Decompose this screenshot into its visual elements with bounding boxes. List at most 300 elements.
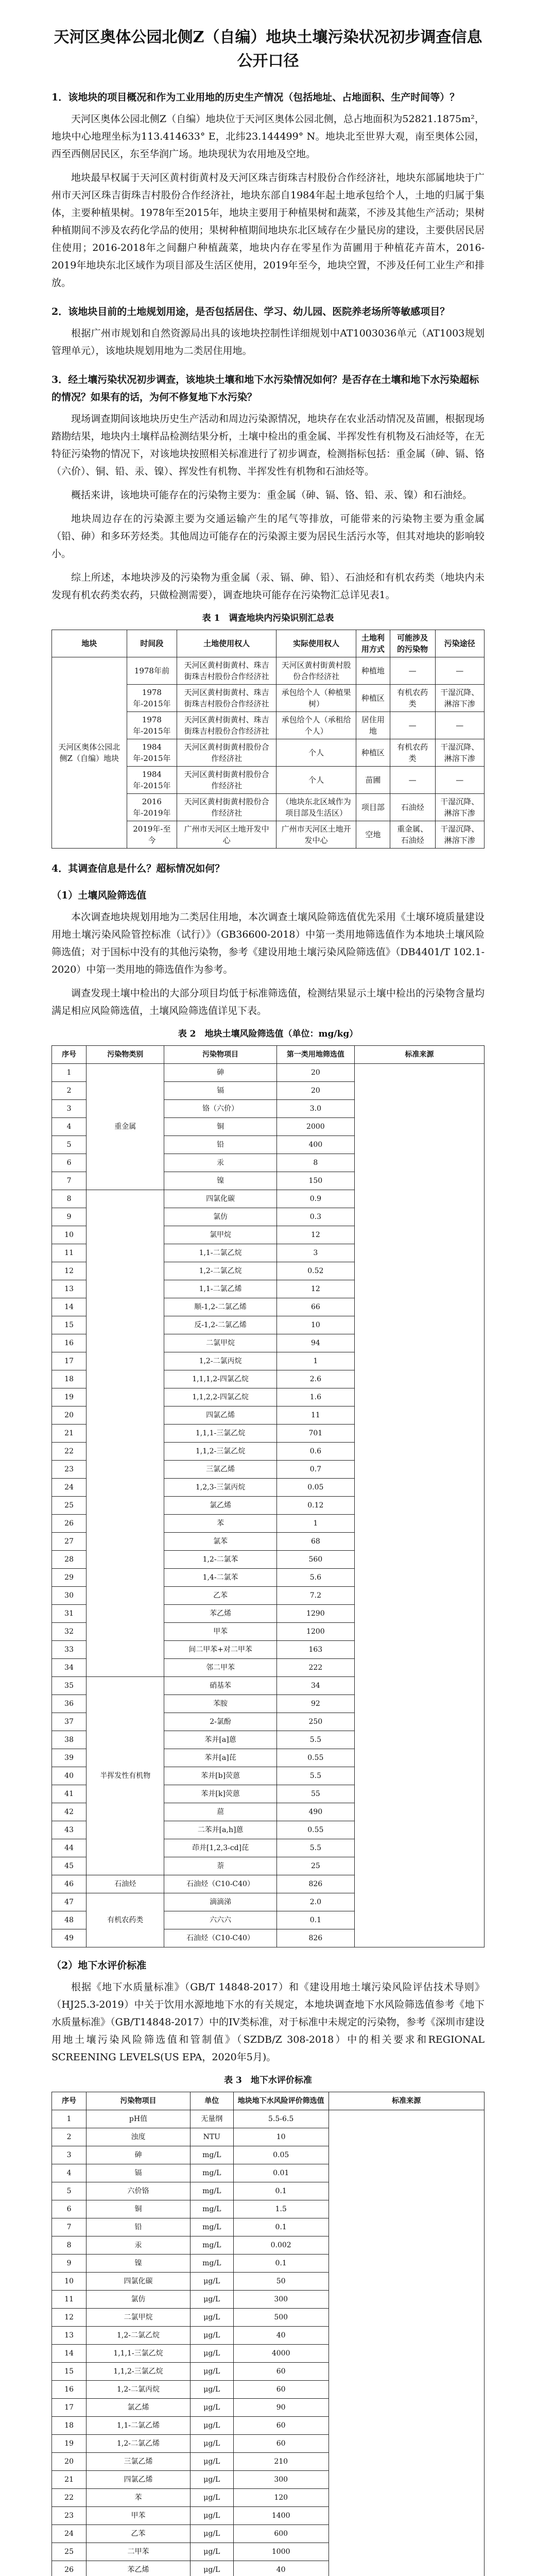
table-cell: 250 <box>276 1713 354 1731</box>
table-cell: 47 <box>52 1893 87 1911</box>
table-cell: 42 <box>52 1803 87 1821</box>
table-cell: 1,1,2-三氯乙烷 <box>87 2363 191 2381</box>
table-cell: 25 <box>52 2543 87 2561</box>
table-cell: 镍 <box>164 1172 276 1190</box>
table-header-row <box>52 630 485 657</box>
table-2 <box>51 1045 485 1947</box>
table-cell: 干湿沉降、淋溶下渗 <box>435 794 484 821</box>
table-row <box>52 2110 485 2128</box>
table-header-cell: 序号 <box>52 2092 87 2110</box>
table-cell: 8 <box>276 1154 354 1172</box>
table-cell: 18 <box>52 1370 87 1388</box>
table-cell: mg/L <box>190 2218 233 2236</box>
table-cell: 顺-1,2-二氯乙烯 <box>164 1298 276 1316</box>
table-header-cell: 实际使用权人 <box>276 630 356 657</box>
table-cell: 12 <box>52 1262 87 1280</box>
table-cell: 广州市天河区土地开发中心 <box>177 821 276 849</box>
table-1-caption: 表 1 调查地块内污染识别汇总表 <box>202 613 334 623</box>
paragraph: 现场调查期间该地块历史生产活动和周边污染源情况，地块存在农业活动情况及苗圃，根据现场踏勘结果，地块内土壤样品检测结果分析，土壤中检出的重金属、半挥发性有机物及石油烃等，在无特征污染物的情况下，对该地块按照相关标准进行了初步调查，检测指标包括：重金属（砷、镉、铬（六价）、铜、铅、汞、镍）、挥发性有机物、半挥发性有机物和石油烃等。 <box>51 413 485 477</box>
table-cell: 19 <box>52 1388 87 1406</box>
table-cell: 1,2-二氯苯 <box>164 1551 276 1569</box>
table-cell: 29 <box>52 1569 87 1587</box>
table-cell: 1,2-二氯乙烷 <box>87 2327 191 2345</box>
table-cell: 400 <box>276 1136 354 1154</box>
table-cell: 120 <box>233 2489 328 2507</box>
table-cell: 826 <box>276 1929 354 1947</box>
table-cell: 镉 <box>164 1082 276 1100</box>
table-cell: μg/L <box>190 2543 233 2561</box>
table-cell: 0.9 <box>276 1190 354 1208</box>
table-cell: 1,2-二氯丙烷 <box>87 2381 191 2399</box>
table-cell: 浊度 <box>87 2128 191 2146</box>
paragraph: 地块周边存在的污染源主要为交通运输产生的尾气等排放，可能带来的污染物主要为重金属（铅、砷）和多环芳烃类。其他周边可能存在的污染源主要为居民生活污水等，但其对地块的影响较小。 <box>51 513 485 560</box>
table-cell: — <box>390 712 435 739</box>
table-cell: 163 <box>276 1641 354 1659</box>
table-cell: 17 <box>52 1352 87 1370</box>
table-cell: 24 <box>52 2525 87 2543</box>
table-header-cell: 污染物项目 <box>87 2092 191 2110</box>
table-cell: 1978年-2015年 <box>127 712 177 739</box>
table-cell: μg/L <box>190 2453 233 2471</box>
table-cell: 1,1-二氯乙烯 <box>87 2417 191 2435</box>
table-cell: 3 <box>52 1100 87 1118</box>
table-cell: 40 <box>233 2561 328 2576</box>
table-cell: 43 <box>52 1821 87 1839</box>
table-cell: 汞 <box>87 2236 191 2255</box>
table-cell: 5.5 <box>276 1839 354 1857</box>
paragraph: 综上所述，本地块涉及的污染物为重金属（汞、镉、砷、铅）、石油烃和有机农药类（地块内未发现有机农药类农药，只做检测需要），调查地块可能存在污染物汇总详见表1。 <box>51 572 485 601</box>
table-cell: 1,1,2-三氯乙烷 <box>164 1443 276 1461</box>
table-3 <box>51 2092 485 2576</box>
table-cell: 14 <box>52 1298 87 1316</box>
paragraph: 调查发现土壤中检出的大部分项目均低于标准筛选值，检测结果显示土壤中检出的污染物含量均满足相应风险筛选值，土壤风险筛选值详见下表。 <box>51 988 485 1016</box>
table-cell: 1,4-二氯苯 <box>164 1569 276 1587</box>
table-cell: 2016年-2019年 <box>127 794 177 821</box>
table-cell: 茚并[1,2,3-cd]芘 <box>164 1839 276 1857</box>
table-cell: 间二甲苯+对二甲苯 <box>164 1641 276 1659</box>
table-cell: 承包给个人（承租给个人） <box>276 712 356 739</box>
table-cell: 94 <box>276 1334 354 1352</box>
question-1: 1．该地块的项目概况和作为工业用地的历史生产情况（包括地址、占地面积、生产时间等）？ <box>51 92 460 103</box>
table-cell: 5 <box>52 1136 87 1154</box>
table-cell: 1,1-二氯乙烯 <box>164 1280 276 1298</box>
table-cell: 0.52 <box>276 1262 354 1280</box>
table-cell: 23 <box>52 2507 87 2525</box>
table-cell: 项目部 <box>356 794 390 821</box>
table-cell: 天河区黄村街黄村、珠吉街珠吉村股份合作经济社 <box>177 712 276 739</box>
table-cell: 干湿沉降、淋溶下渗 <box>435 821 484 849</box>
table-cell: μg/L <box>190 2525 233 2543</box>
table-cell: 49 <box>52 1929 87 1947</box>
subheading: （2）地下水评价标准 <box>51 1960 147 1971</box>
table-cell: 5.6 <box>276 1569 354 1587</box>
table-cell: 66 <box>276 1298 354 1316</box>
table-cell: 21 <box>52 2471 87 2489</box>
table-cell: 40 <box>233 2327 328 2345</box>
question-2: 2．该地块目前的土地规划用途，是否包括居住、学习、幼儿园、医院养老场所等敏感项目？ <box>51 306 450 317</box>
table-cell: 12 <box>276 1280 354 1298</box>
table-cell: 䓛 <box>164 1803 276 1821</box>
table-cell: 20 <box>276 1064 354 1082</box>
table-cell: 26 <box>52 2561 87 2576</box>
table-cell: μg/L <box>190 2561 233 2576</box>
table-cell: 天河区黄村街黄村、珠吉街珠吉村股份合作经济社 <box>177 685 276 712</box>
table-header-cell: 可能涉及的污染物 <box>390 630 435 657</box>
table-cell: 60 <box>233 2363 328 2381</box>
table-cell: 2019年-至今 <box>127 821 177 849</box>
table-cell: 石油烃（C10-C40） <box>164 1929 276 1947</box>
table-cell: μg/L <box>190 2399 233 2417</box>
table-cell: 1 <box>276 1515 354 1533</box>
table-cell: 0.1 <box>233 2182 328 2200</box>
table-cell: 38 <box>52 1731 87 1749</box>
table-cell: 铬（六价） <box>164 1100 276 1118</box>
table-cell: 8 <box>52 1190 87 1208</box>
table-cell: 苯乙烯 <box>164 1605 276 1623</box>
table-cell: 个人 <box>276 739 356 767</box>
table-cell: 石油烃 <box>87 1875 164 1893</box>
table-cell: 苯并[a]芘 <box>164 1749 276 1767</box>
table-cell: — <box>435 657 484 685</box>
document-title: 天河区奥体公园北侧Z（自编）地块土壤污染状况初步调查信息公开口径 <box>54 28 482 70</box>
table-cell: 150 <box>276 1172 354 1190</box>
table-cell: 68 <box>276 1533 354 1551</box>
table-cell: 四氯化碳 <box>164 1190 276 1208</box>
table-cell: 60 <box>233 2435 328 2453</box>
table-cell: 34 <box>276 1677 354 1695</box>
table-cell: 0.55 <box>276 1821 354 1839</box>
table-cell: mg/L <box>190 2164 233 2182</box>
table-cell: 2000 <box>276 1118 354 1136</box>
table-cell: 1,2-二氯丙烷 <box>164 1352 276 1370</box>
table-cell: 氯仿 <box>164 1208 276 1226</box>
table-cell: 4000 <box>233 2345 328 2363</box>
table-cell: 1,2-二氯乙烷 <box>164 1262 276 1280</box>
table-cell: 铜 <box>164 1118 276 1136</box>
table-cell: NTU <box>190 2128 233 2146</box>
table-cell: 1400 <box>233 2507 328 2525</box>
table-cell: 1984年-2015年 <box>127 767 177 794</box>
table-cell: 2.6 <box>276 1370 354 1388</box>
table-cell: 0.05 <box>233 2146 328 2164</box>
table-cell: 40 <box>52 1767 87 1785</box>
table-cell: 55 <box>276 1785 354 1803</box>
table-cell: 31 <box>52 1605 87 1623</box>
table-cell: 1,1,2,2-四氯乙烷 <box>164 1388 276 1406</box>
table-cell: 反-1,2-二氯乙烯 <box>164 1316 276 1334</box>
table-cell: 苯胺 <box>164 1695 276 1713</box>
table-cell: 空地 <box>356 821 390 849</box>
table-cell: 居住用地 <box>356 712 390 739</box>
table-cell: mg/L <box>190 2146 233 2164</box>
table-cell: 50 <box>233 2273 328 2291</box>
table-cell: 0.55 <box>276 1749 354 1767</box>
table-cell: 砷 <box>164 1064 276 1082</box>
table-cell: 天河区黄村街黄村股份合作经济社 <box>276 657 356 685</box>
table-cell: 20 <box>52 2453 87 2471</box>
table-cell: 2 <box>52 2128 87 2146</box>
table-cell: 四氯化碳 <box>87 2273 191 2291</box>
table-cell: 39 <box>52 1749 87 1767</box>
table-cell: 镍 <box>87 2255 191 2273</box>
table-cell: 25 <box>52 1497 87 1515</box>
table-cell: μg/L <box>190 2489 233 2507</box>
table-cell: 1,1,1-三氯乙烷 <box>164 1425 276 1443</box>
table-cell: 1200 <box>276 1623 354 1641</box>
table-header-cell: 污染物类别 <box>87 1046 164 1064</box>
table-cell: 乙苯 <box>87 2525 191 2543</box>
table-cell: 2-氯酚 <box>164 1713 276 1731</box>
table-cell: μg/L <box>190 2363 233 2381</box>
table-cell: 5.5-6.5 <box>233 2110 328 2128</box>
table-cell: 25 <box>276 1857 354 1875</box>
table-cell: 560 <box>276 1551 354 1569</box>
table-cell: 16 <box>52 2381 87 2399</box>
table-header-cell: 标准来源 <box>328 2092 484 2110</box>
table-cell: 60 <box>233 2381 328 2399</box>
table-cell: 3 <box>52 2146 87 2164</box>
table-cell: 41 <box>52 1785 87 1803</box>
table-header-cell: 土地利用方式 <box>356 630 390 657</box>
table-cell: 2 <box>52 1082 87 1100</box>
table-cell: 30 <box>52 1587 87 1605</box>
table-cell: 重金属 <box>87 1064 164 1190</box>
table-cell: 1984年-2015年 <box>127 739 177 767</box>
table-cell: — <box>435 712 484 739</box>
table-cell: 2.0 <box>276 1893 354 1911</box>
table-cell: 9 <box>52 1208 87 1226</box>
table-cell: 氯乙烯 <box>87 2399 191 2417</box>
table-cell: 600 <box>233 2525 328 2543</box>
table-row <box>52 657 485 685</box>
table-cell: 16 <box>52 1334 87 1352</box>
table-cell: 17 <box>52 2399 87 2417</box>
table-header-cell: 序号 <box>52 1046 87 1064</box>
table-cell: 26 <box>52 1515 87 1533</box>
table-cell: 0.7 <box>276 1461 354 1479</box>
table-cell: 重金属、石油烃 <box>390 821 435 849</box>
table-cell: 8 <box>52 2236 87 2255</box>
table-cell: 邻二甲苯 <box>164 1659 276 1677</box>
table-cell: 二甲苯 <box>87 2543 191 2561</box>
table-cell: 4 <box>52 1118 87 1136</box>
table-cell: 5.5 <box>276 1767 354 1785</box>
table-cell: 36 <box>52 1695 87 1713</box>
table-2-caption: 表 2 地块土壤风险筛选值（单位：mg/kg） <box>178 1029 358 1039</box>
table-cell: 0.6 <box>276 1443 354 1461</box>
table-cell: 9 <box>52 2255 87 2273</box>
table-header-cell: 土地使用权人 <box>177 630 276 657</box>
table-cell: 222 <box>276 1659 354 1677</box>
table-cell: μg/L <box>190 2345 233 2363</box>
table-cell <box>87 1190 164 1677</box>
table-cell: 1978年-2015年 <box>127 685 177 712</box>
table-cell: — <box>390 657 435 685</box>
table-cell: 氯仿 <box>87 2291 191 2309</box>
table-cell: 苯并[b]荧蒽 <box>164 1767 276 1785</box>
table-cell: μg/L <box>190 2381 233 2399</box>
paragraph: 概括来讲，该地块可能存在的污染物主要为：重金属（砷、镉、铬、铅、汞、镍）和石油烃。 <box>71 489 473 501</box>
table-cell: 22 <box>52 1443 87 1461</box>
table-cell: 1290 <box>276 1605 354 1623</box>
table-cell: 500 <box>233 2309 328 2327</box>
table-cell: 15 <box>52 2363 87 2381</box>
table-cell: 汞 <box>164 1154 276 1172</box>
table-cell: 苯 <box>87 2489 191 2507</box>
table-cell: 300 <box>233 2471 328 2489</box>
table-cell: 0.01 <box>233 2164 328 2182</box>
table-cell: 六价铬 <box>87 2182 191 2200</box>
table-header-cell: 污染途径 <box>435 630 484 657</box>
table-cell: 11 <box>52 2291 87 2309</box>
table-cell: 13 <box>52 1280 87 1298</box>
table-header-row <box>52 2092 485 2110</box>
table-cell: 210 <box>233 2453 328 2471</box>
table-header-cell: 地块地下水风险评价筛选值 <box>233 2092 328 2110</box>
table-cell: 5.5 <box>276 1731 354 1749</box>
table-cell: 24 <box>52 1479 87 1497</box>
table-cell: 砷 <box>87 2146 191 2164</box>
table-cell: （地块东北区域作为项目部及生活区） <box>276 794 356 821</box>
table-header-cell: 标准来源 <box>354 1046 484 1064</box>
table-cell: 种植区 <box>356 685 390 712</box>
table-header-row <box>52 1046 485 1064</box>
table-cell: 硝基苯 <box>164 1677 276 1695</box>
table-cell: 有机农药类 <box>87 1893 164 1947</box>
table-cell: μg/L <box>190 2417 233 2435</box>
table-cell: μg/L <box>190 2327 233 2345</box>
table-cell: 无量纲 <box>190 2110 233 2128</box>
table-cell: 1 <box>276 1352 354 1370</box>
table-cell: 萘 <box>164 1857 276 1875</box>
table-cell: 18 <box>52 2417 87 2435</box>
table-cell: 1 <box>52 2110 87 2128</box>
table-cell: 石油烃 <box>390 794 435 821</box>
table-cell: 92 <box>276 1695 354 1713</box>
table-cell: 10 <box>233 2128 328 2146</box>
table-cell: 1,1-二氯乙烷 <box>164 1244 276 1262</box>
table-header-cell: 第一类用地筛选值 <box>276 1046 354 1064</box>
table-cell: μg/L <box>190 2507 233 2525</box>
table-cell: 20 <box>276 1082 354 1100</box>
table-cell: 28 <box>52 1551 87 1569</box>
table-cell: μg/L <box>190 2435 233 2453</box>
table-cell: 有机农药类 <box>390 685 435 712</box>
table-cell: 300 <box>233 2291 328 2309</box>
table-cell: 21 <box>52 1425 87 1443</box>
table-cell: 7.2 <box>276 1587 354 1605</box>
table-cell: 44 <box>52 1839 87 1857</box>
table-cell: 48 <box>52 1911 87 1929</box>
table-cell: 90 <box>233 2399 328 2417</box>
table-cell: 二苯并[a,h]蒽 <box>164 1821 276 1839</box>
table-cell: 苯并[a]蒽 <box>164 1731 276 1749</box>
table-cell: 6 <box>52 2200 87 2218</box>
table-cell: 三氯乙烯 <box>87 2453 191 2471</box>
paragraph: 根据广州市规划和自然资源局出具的该地块控制性详细规划中AT1003036单元（AT1003规划管理单元），该地块规划用地为二类居住用地。 <box>51 328 485 357</box>
table-cell: 个人 <box>276 767 356 794</box>
table-cell: 7 <box>52 1172 87 1190</box>
table-cell: 乙苯 <box>164 1587 276 1605</box>
table-cell: 4 <box>52 2164 87 2182</box>
table-cell: 天河区黄村街黄村股份合作经济社 <box>177 739 276 767</box>
table-cell: 1 <box>52 1064 87 1082</box>
table-cell: 45 <box>52 1857 87 1875</box>
table-cell: 镉 <box>87 2164 191 2182</box>
table-cell: 23 <box>52 1461 87 1479</box>
table-cell: mg/L <box>190 2236 233 2255</box>
table-cell: 0.1 <box>276 1911 354 1929</box>
table-cell: 种植地 <box>356 657 390 685</box>
table-cell: 氯甲烷 <box>164 1226 276 1244</box>
table-cell: 1.6 <box>276 1388 354 1406</box>
table-cell: 苯 <box>164 1515 276 1533</box>
question-4: 4．其调查信息是什么？超标情况如何？ <box>51 863 225 874</box>
table-cell: 6 <box>52 1154 87 1172</box>
table-header-cell: 单位 <box>190 2092 233 2110</box>
table-header-cell: 污染物项目 <box>164 1046 276 1064</box>
table-cell: 490 <box>276 1803 354 1821</box>
table-cell: 1000 <box>233 2543 328 2561</box>
table-cell: 1,2,3-三氯丙烷 <box>164 1479 276 1497</box>
table-cell: 种植区 <box>356 739 390 767</box>
table-cell: mg/L <box>190 2182 233 2200</box>
table-cell: 3 <box>276 1244 354 1262</box>
table-cell: 10 <box>276 1316 354 1334</box>
table-cell: 701 <box>276 1425 354 1443</box>
table-cell: 826 <box>276 1875 354 1893</box>
table-cell: 27 <box>52 1533 87 1551</box>
table-cell: 铅 <box>87 2218 191 2236</box>
table-cell: μg/L <box>190 2471 233 2489</box>
table-cell: 33 <box>52 1641 87 1659</box>
table-cell: 12 <box>52 2309 87 2327</box>
table-cell: mg/L <box>190 2200 233 2218</box>
table-cell: 天河区奥体公园北侧Z（自编）地块 <box>52 657 127 849</box>
table-cell: 有机农药类 <box>390 739 435 767</box>
table-cell: 滴滴涕 <box>164 1893 276 1911</box>
table-cell: 苯乙烯 <box>87 2561 191 2576</box>
table-cell: mg/L <box>190 2255 233 2273</box>
table-cell: 四氯乙烯 <box>164 1406 276 1425</box>
table-cell: 铜 <box>87 2200 191 2218</box>
table-cell: 1,1,1,2-四氯乙烷 <box>164 1370 276 1388</box>
table-cell: 5 <box>52 2182 87 2200</box>
table-1 <box>51 630 485 849</box>
table-cell: 石油烃（C10-C40） <box>164 1875 276 1893</box>
table-cell: 1978年前 <box>127 657 177 685</box>
table-cell: 苗圃 <box>356 767 390 794</box>
table-cell: 氯苯 <box>164 1533 276 1551</box>
table-cell: 15 <box>52 1316 87 1334</box>
table-cell: μg/L <box>190 2291 233 2309</box>
table-cell: 天河区黄村街黄村、珠吉街珠吉村股份合作经济社 <box>177 657 276 685</box>
table-cell: 22 <box>52 2489 87 2507</box>
subheading: （1）土壤风险筛选值 <box>51 890 147 901</box>
table-cell: 0.1 <box>233 2255 328 2273</box>
table-cell: 37 <box>52 1713 87 1731</box>
table-cell: 0.3 <box>276 1208 354 1226</box>
table-cell: μg/L <box>190 2273 233 2291</box>
question-3: 3．经土壤污染状况初步调查，该地块土壤和地下水污染情况如何？是否存在土壤和地下水污染超标的情况？如果有的话，为何不修复地下水污染？ <box>51 374 479 403</box>
table-cell: 0.05 <box>276 1479 354 1497</box>
table-cell: 11 <box>276 1406 354 1425</box>
paragraph: 本次调查地块规划用地为二类居住用地，本次调查土壤风险筛选值优先采用《土壤环境质量建设用地土壤污染风险管控标准（试行）》（GB36600-2018）中第一类用地筛选值作为本地块土壤风险筛选值；对于国标中没有的其他污染物，参考《建设用地土壤污染风险筛选值》（DB4401/T 102.1-2020）中第一类用地的筛选值作为参考。 <box>51 911 485 975</box>
table-cell: 19 <box>52 2435 87 2453</box>
table-cell: 干湿沉降、淋溶下渗 <box>435 739 484 767</box>
table-cell: 半挥发性有机物 <box>87 1677 164 1875</box>
paragraph: 地块最早权属于天河区黄村街黄村及天河区珠吉街珠吉村股份合作经济社，地块东部属地块于广州市天河区珠吉街珠吉村股份合作经济社，地块东部自1984年起土地承包给个人，土地的归属于集体，主要种植果树。1978年至2015年，地块主要用于种植果树和蔬菜，不涉及其他生产活动；果树种植期间不涉及农药化学品的使用；果树种植期间地块东北区域存在少量民房的建设，主要供居民居住使用；2016-2018年之间翻户种植蔬菜，地块内存在零星作为苗圃用于种植花卉苗木，2016-2019年地块东北区域作为项目部及生活区使用，2019年至今，地块空置，不涉及任何工业生产和排放。 <box>51 172 485 289</box>
